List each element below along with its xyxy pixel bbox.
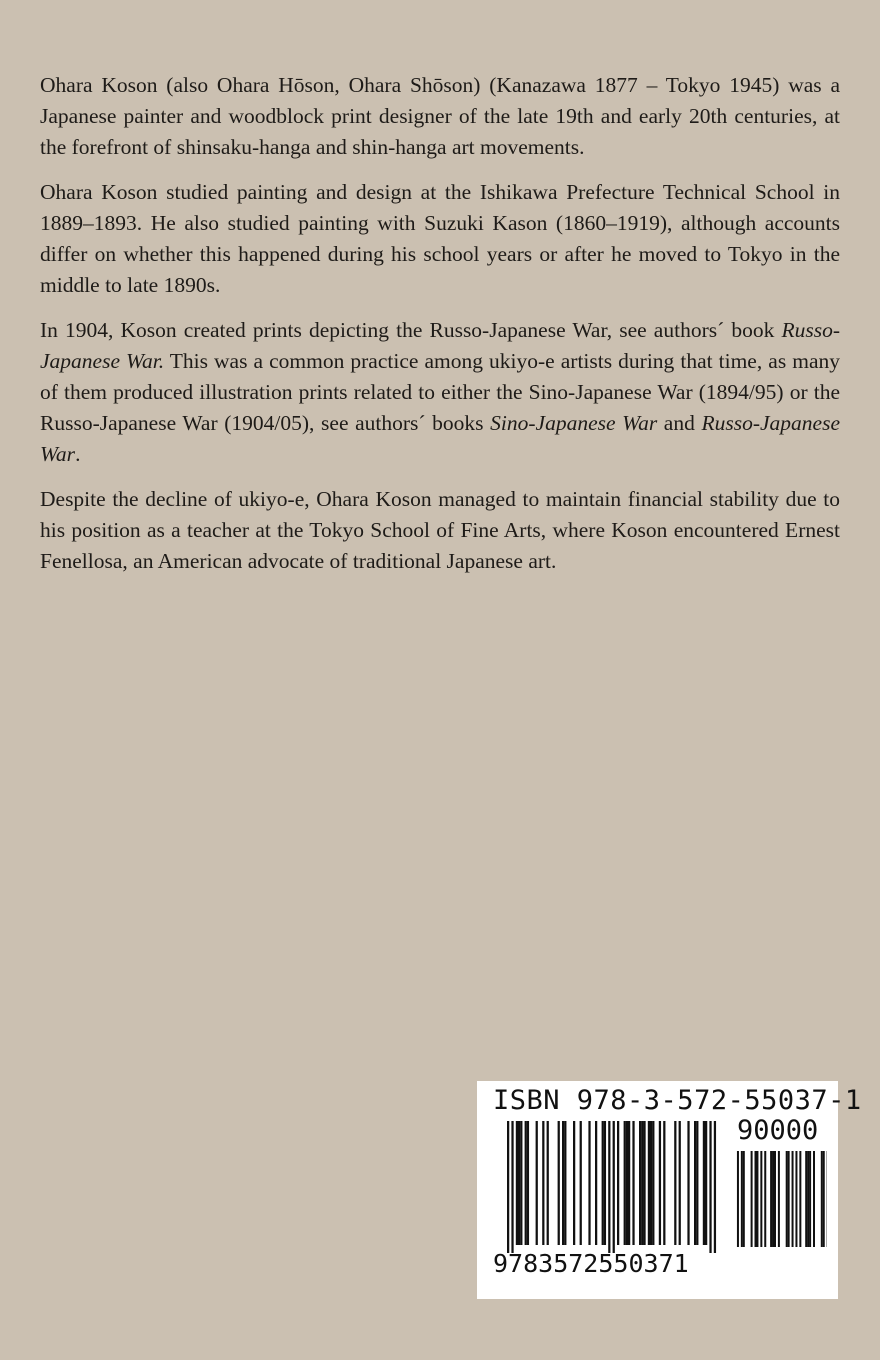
- back-cover-text: [40, 70, 840, 591]
- paragraph-2: [40, 177, 840, 301]
- barcode-bar: [696, 1121, 698, 1245]
- text-run: Ohara Koson (also Ohara Hōson, Ohara Shōson) (Kanazawa 1877 – Tokyo 1945) was a Japanese painter and woodblock print designer of the late 19th and early 20th centuries, at the forefront of shinsaku-hanga and shin-hanga art movements.: [40, 73, 840, 159]
- book-title: Russo-Japanese War: [40, 411, 840, 466]
- addon-bar: [751, 1151, 753, 1247]
- barcode-bar: [626, 1121, 628, 1245]
- text-run: This was a common practice among ukiyo-e artists during that time, as many of them produced illustration prints related to either the Sino-Japanese War (1894/95) or the Russo-Japanese War (1904/05), see authors´ books: [40, 349, 840, 435]
- addon-bar: [807, 1151, 809, 1247]
- barcode-bar: [516, 1121, 518, 1245]
- paragraph-1: [40, 70, 840, 163]
- text-run: Despite the decline of ukiyo-e, Ohara Koson managed to maintain financial stability due to his position as a teacher at the Tokyo School of Fine Arts, where Koson encountered Ernest Fenellosa, an American advocate of traditional Japanese art.: [40, 487, 840, 573]
- barcode-bar: [507, 1121, 509, 1253]
- barcode-bar: [562, 1121, 564, 1245]
- barcode-bar: [573, 1121, 575, 1245]
- barcode-bar: [518, 1121, 520, 1245]
- barcode-bar: [659, 1121, 661, 1245]
- addon-bar: [755, 1151, 757, 1247]
- addon-bar: [756, 1151, 758, 1247]
- barcode-bar: [628, 1121, 630, 1245]
- barcode-bar: [632, 1121, 634, 1245]
- book-title: Russo-Japanese War.: [40, 318, 840, 373]
- addon-bar: [774, 1151, 776, 1247]
- isbn-barcode: [477, 1081, 862, 1299]
- addon-bar: [737, 1151, 739, 1247]
- paragraph-4: [40, 484, 840, 577]
- addon-bar: [743, 1151, 745, 1247]
- addon-bar: [795, 1151, 797, 1247]
- barcode-bar: [604, 1121, 606, 1245]
- barcode-bar: [542, 1121, 544, 1245]
- addon-bar: [792, 1151, 794, 1247]
- text-run: In 1904, Koson created prints depicting the Russo-Japanese War, see authors´ book: [40, 318, 782, 342]
- barcode-bar: [639, 1121, 641, 1245]
- barcode-bar: [709, 1121, 711, 1253]
- barcode-bar: [608, 1121, 610, 1253]
- barcode-bar: [679, 1121, 681, 1245]
- barcode-bar: [687, 1121, 689, 1245]
- addon-bars: [735, 1151, 827, 1251]
- barcode-bar: [617, 1121, 619, 1245]
- barcode-bar: [580, 1121, 582, 1245]
- text-run: and: [657, 411, 702, 435]
- barcode-bar: [641, 1121, 643, 1245]
- addon-bar: [760, 1151, 762, 1247]
- barcode-bar: [694, 1121, 696, 1245]
- barcode-bar: [643, 1121, 645, 1245]
- barcode-bar: [663, 1121, 665, 1245]
- barcode-bar: [527, 1121, 529, 1245]
- addon-bar: [805, 1151, 807, 1247]
- barcode-bar: [652, 1121, 654, 1245]
- barcode-bar: [547, 1121, 549, 1245]
- addon-bar: [799, 1151, 801, 1247]
- addon-bar: [813, 1151, 815, 1247]
- barcode-bar: [564, 1121, 566, 1245]
- price-code: 90000: [737, 1115, 819, 1146]
- addon-bar: [821, 1151, 823, 1247]
- addon-bar: [770, 1151, 772, 1247]
- barcode-bar: [714, 1121, 716, 1253]
- barcode-bar: [595, 1121, 597, 1245]
- addon-bar: [786, 1151, 788, 1247]
- addon-bar: [788, 1151, 790, 1247]
- barcode-bar: [525, 1121, 527, 1245]
- barcode-bar: [648, 1121, 650, 1245]
- barcode-bar: [703, 1121, 705, 1245]
- barcode-bar: [588, 1121, 590, 1245]
- barcode-bar: [558, 1121, 560, 1245]
- isbn-label: ISBN 978-3-572-55037-1: [493, 1085, 862, 1116]
- barcode-bar: [674, 1121, 676, 1245]
- barcode-bar: [511, 1121, 513, 1253]
- addon-bar: [823, 1151, 825, 1247]
- book-title: Sino-Japanese War: [490, 411, 658, 435]
- addon-bar: [778, 1151, 780, 1247]
- addon-bar: [764, 1151, 766, 1247]
- barcode-bar: [613, 1121, 615, 1253]
- addon-bar: [809, 1151, 811, 1247]
- barcode-bar: [705, 1121, 707, 1245]
- addon-bar: [772, 1151, 774, 1247]
- text-run: .: [75, 442, 81, 466]
- barcode-bar: [536, 1121, 538, 1245]
- paragraph-3: [40, 315, 840, 470]
- ean-digits: 9783572550371: [493, 1249, 689, 1278]
- addon-bar: [741, 1151, 743, 1247]
- barcode-bar: [650, 1121, 652, 1245]
- barcode-bar: [602, 1121, 604, 1245]
- text-run: Ohara Koson studied painting and design at the Ishikawa Prefecture Technical School in 1889–1893. He also studied painting with Suzuki Kason (1860–1919), although accounts differ on whether this happened during his school years or after he moved to Tokyo in the middle to late 1890s.: [40, 180, 840, 297]
- barcode-bar: [624, 1121, 626, 1245]
- barcode-bar: [520, 1121, 522, 1245]
